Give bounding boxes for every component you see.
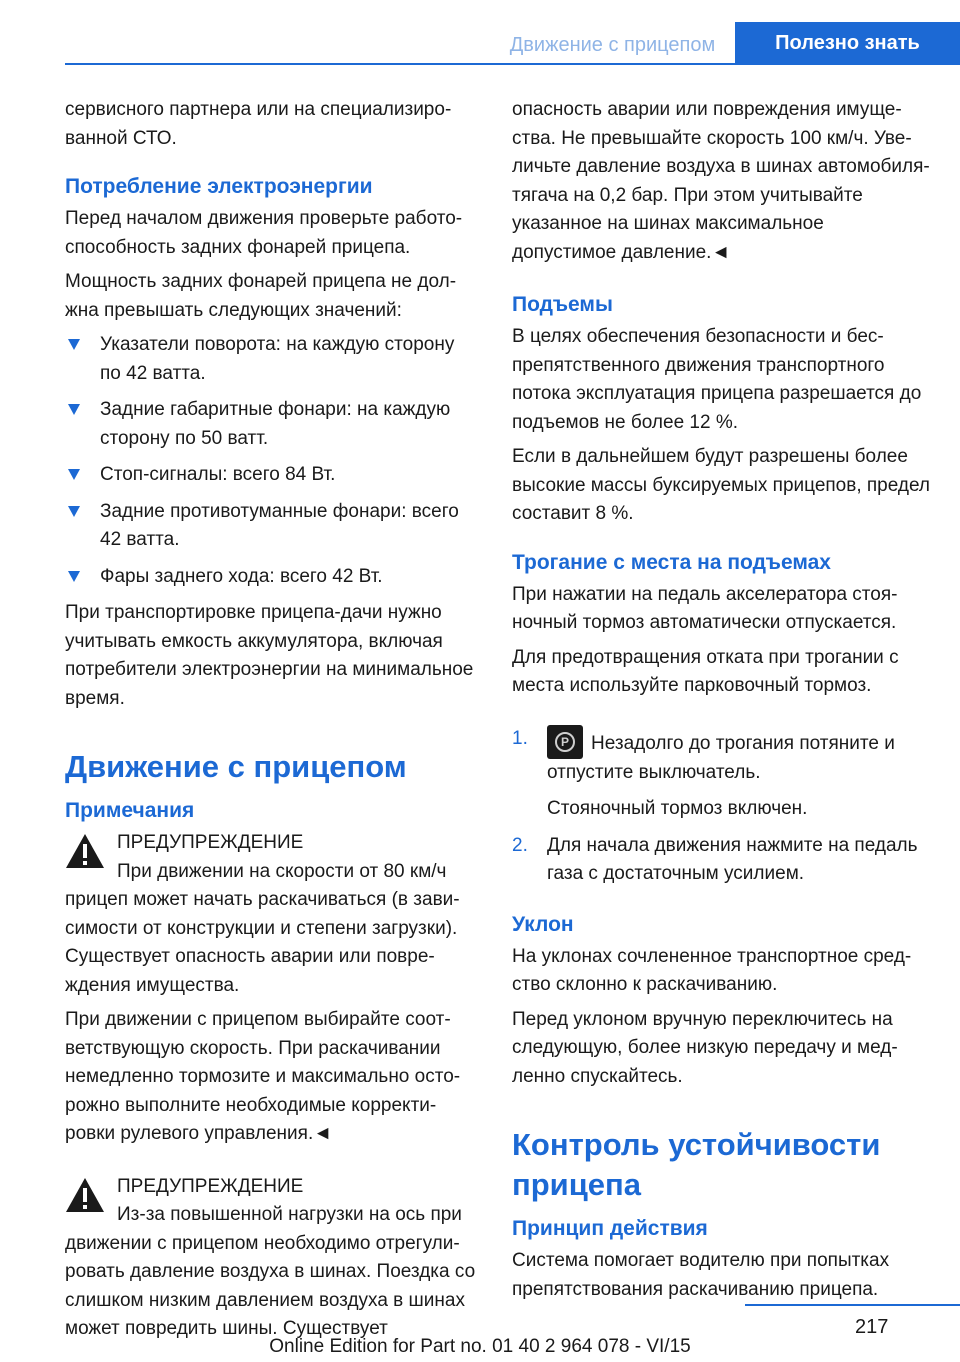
power-limits-list	[65, 331, 480, 591]
warning-title: ПРЕДУПРЕЖДЕНИЕ	[117, 832, 304, 853]
heading-towing: Движение с прицепом	[65, 749, 407, 784]
heading-stability-control: Контроль устойчивости прицепа	[512, 1127, 881, 1202]
warning-block	[65, 1173, 480, 1344]
warning-block	[65, 829, 480, 1000]
paragraph: В целях обеспечения безопасности и беспрепятственного движения транспортного потока эксплуатация прицепа разрешается до подъемов не более 12 %.	[512, 326, 922, 433]
list-item: Фары заднего хода: всего 42 Вт.	[65, 563, 480, 592]
paragraph: Перед началом движения проверьте работоспособность задних фонарей прицепа.	[65, 208, 463, 258]
step-text: Незадолго до трогания потяните и отпустите выключатель.	[547, 732, 895, 783]
paragraph: Система помогает водителю при попытках препятствования раскачиванию прицепа.	[512, 1250, 890, 1300]
warning-icon	[65, 1177, 105, 1213]
list-item: Задние противотуманные фонари: всего 42 ватта.	[65, 498, 480, 555]
heading-hill-start: Трогание с места на подъемах	[512, 550, 831, 574]
footer-rule	[745, 1304, 960, 1306]
parking-brake-icon: P	[547, 725, 583, 759]
step-item	[512, 725, 930, 824]
step-number: 2.	[512, 834, 528, 856]
page-number: 217	[855, 1316, 889, 1338]
intro-text: сервисного партнера или на специализированной СТО.	[65, 99, 452, 149]
warning-title: ПРЕДУПРЕЖДЕНИЕ	[117, 1175, 304, 1197]
step-text: Для начала движения нажмите на педаль газа с достаточным усилием.	[547, 834, 918, 884]
paragraph: На уклонах сочлененное транспортное средство склонно к раскачиванию.	[512, 945, 912, 995]
step-item	[512, 832, 930, 889]
paragraph: Для предотвращения отката при трогании с места используйте парковочный тормоз.	[512, 646, 899, 696]
heading-notes: Примечания	[65, 799, 195, 822]
warning-text-continued: прицеп может начать раскачиваться (в зависимости от конструкции и степени загрузки). Существует опасность аварии или повреждения имущества.	[65, 889, 460, 996]
active-tab[interactable]: Полезно знать	[735, 22, 960, 65]
heading-slope: Уклон	[512, 912, 574, 936]
heading-principle: Принцип действия	[512, 1217, 708, 1240]
right-column	[512, 96, 930, 1310]
steps-list	[512, 725, 930, 889]
paragraph: Перед уклоном вручную переключитесь на следующую, более низкую передачу и медленно спускайтесь.	[512, 1008, 898, 1087]
paragraph: Если в дальнейшем будут разрешены более высокие массы буксируемых прицепов, предел составит 8 %.	[512, 446, 930, 524]
warning-text: При движении на скорости от 80 км/ч	[117, 860, 447, 882]
warning-text-continued: движении с прицепом необходимо отрегулировать давление воздуха в шинах. Поездка со слишком низким давлением воздуха в шинах может повредить шины. Существует	[65, 1232, 476, 1339]
warning-text: Из-за повышенной нагрузки на ось при	[117, 1204, 462, 1225]
heading-power-consumption: Потребление электроэнергии	[65, 175, 373, 198]
heading-climbs: Подъемы	[512, 293, 613, 316]
edition-footer: Online Edition for Part no. 01 40 2 964 078 - VI/15	[269, 1336, 691, 1357]
continued-text: опасность аварии или повреждения имущества. Не превышайте скорость 100 км/ч. Увеличьте давление воздуха в шинах автомобиля-тягача на 0,2 бар. При этом учитывайте указанное на шинах максимальное допустимое давление.◄	[512, 99, 930, 263]
left-column	[65, 96, 480, 1350]
paragraph: При нажатии на педаль акселератора стояночный тормоз автоматически отпускается.	[512, 583, 898, 633]
list-item: Задние габаритные фонари: на каждую сторону по 50 ватт.	[65, 396, 480, 453]
list-item: Указатели поворота: на каждую сторону по 42 ватта.	[65, 331, 480, 388]
section-tab[interactable]: Движение с прицепом	[509, 34, 716, 56]
step-result: Стояночный тормоз включен.	[547, 798, 808, 819]
paragraph: Мощность задних фонарей прицепа не должна превышать следующих значений:	[65, 271, 457, 321]
step-number: 1.	[512, 727, 528, 749]
paragraph: При движении с прицепом выбирайте соответствующую скорость. При раскачивании немедленно тормозите и максимально осторожно выполните необходимые корректировки рулевого управления.◄	[65, 1009, 461, 1144]
paragraph: При транспортировке прицепа-дачи нужно учитывать емкость аккумулятора, включая потребители электроэнергии на минимальное время.	[65, 602, 474, 709]
header-rule	[65, 63, 735, 65]
warning-icon	[65, 833, 105, 869]
list-item: Стоп-сигналы: всего 84 Вт.	[65, 461, 480, 490]
